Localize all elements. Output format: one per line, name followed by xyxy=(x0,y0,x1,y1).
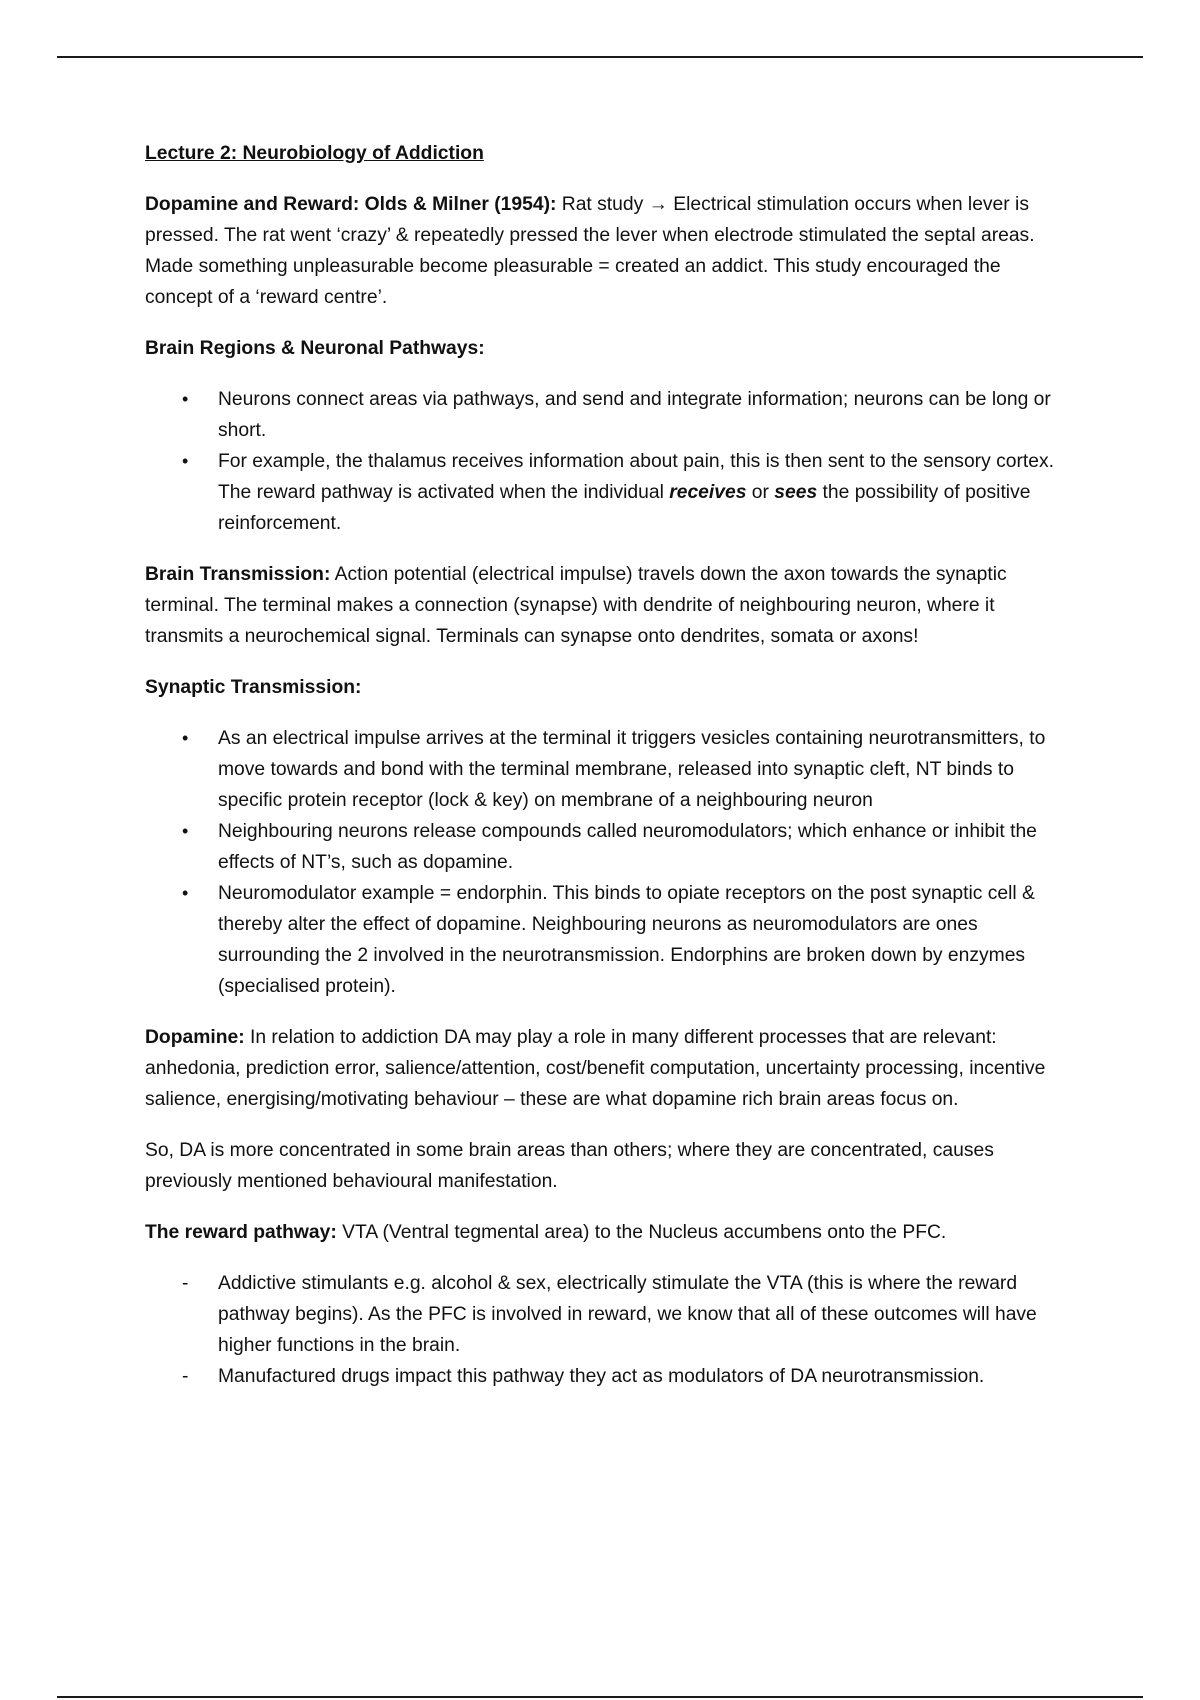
header-rule xyxy=(57,56,1143,58)
bullet-icon: • xyxy=(182,728,189,748)
olds-milner-text: Rat study → Electrical stimulation occurs when lever is pressed. The rat went ‘crazy’ & repeatedly pressed the lever when electrode stimulated the septal areas. Made something unpleasurable become pleasurable = created an addict. This study encouraged the concept of a ‘reward centre’. xyxy=(145,194,1035,308)
bullet-icon: • xyxy=(182,389,189,409)
list-item: • Neuromodulator example = endorphin. This binds to opiate receptors on the post synaptic cell & thereby alter the effect of dopamine. Neighbouring neurons as neuromodulators are ones surrounding the 2 involved in the neurotransmission. Endorphins are broken down by enzymes (specialised protein). xyxy=(145,878,1055,1002)
bullet-icon: • xyxy=(182,451,189,471)
brain-regions-list xyxy=(145,384,1055,539)
brain-regions-heading: Brain Regions & Neuronal Pathways: xyxy=(145,338,485,359)
synaptic-transmission-heading: Synaptic Transmission: xyxy=(145,677,362,698)
list-item: - Manufactured drugs impact this pathway they act as modulators of DA neurotransmission. xyxy=(145,1361,1055,1392)
bullet-icon: • xyxy=(182,883,189,903)
olds-milner-heading: Dopamine and Reward: Olds & Milner (1954): xyxy=(145,194,557,215)
brain-transmission-paragraph: Brain Transmission: Action potential (electrical impulse) travels down the axon towards the synaptic terminal. The terminal makes a connection (synapse) with dendrite of neighbouring neuron, where it transmits a neurochemical signal. Terminals can synapse onto dendrites, somata or axons! xyxy=(145,564,1007,647)
dopamine-paragraph: Dopamine: In relation to addiction DA may play a role in many different processes that are relevant: anhedonia, prediction error, salience/attention, cost/benefit computation, uncertainty processing, incentive salience, energising/motivating behaviour – these are what dopamine rich brain areas focus on. xyxy=(145,1027,1046,1110)
reward-pathway-paragraph: The reward pathway: VTA (Ventral tegmental area) to the Nucleus accumbens onto the PFC. xyxy=(145,1222,947,1243)
brain-transmission-heading: Brain Transmission: xyxy=(145,564,331,585)
emphasis-receives: receives xyxy=(669,482,747,503)
footer-rule xyxy=(57,1696,1143,1698)
document-body xyxy=(145,138,1055,1412)
synaptic-transmission-list xyxy=(145,723,1055,1002)
page-title: Lecture 2: Neurobiology of Addiction xyxy=(145,143,484,164)
list-item: • Neighbouring neurons release compounds called neuromodulators; which enhance or inhibit the effects of NT’s, such as dopamine. xyxy=(145,816,1055,878)
reward-pathway-list xyxy=(145,1268,1055,1392)
list-item: - Addictive stimulants e.g. alcohol & sex, electrically stimulate the VTA (this is where the reward pathway begins). As the PFC is involved in reward, we know that all of these outcomes will have higher functions in the brain. xyxy=(145,1268,1055,1361)
olds-milner-paragraph xyxy=(145,189,1055,313)
dash-icon: - xyxy=(182,1366,189,1387)
reward-pathway-heading: The reward pathway: xyxy=(145,1222,337,1243)
dash-icon: - xyxy=(182,1273,189,1294)
emphasis-sees: sees xyxy=(774,482,818,503)
bullet-icon: • xyxy=(182,821,189,841)
list-item: • As an electrical impulse arrives at the terminal it triggers vesicles containing neurotransmitters, to move towards and bond with the terminal membrane, released into synaptic cleft, NT binds to specific protein receptor (lock & key) on membrane of a neighbouring neuron xyxy=(145,723,1055,816)
list-item: • Neurons connect areas via pathways, and send and integrate information; neurons can be long or short. xyxy=(145,384,1055,446)
list-item: • For example, the thalamus receives information about pain, this is then sent to the sensory cortex. The reward pathway is activated when the individual receives or sees the possibility of positive reinforcement. xyxy=(145,446,1055,539)
so-paragraph: So, DA is more concentrated in some brain areas than others; where they are concentrated, causes previously mentioned behavioural manifestation. xyxy=(145,1140,994,1192)
dopamine-heading: Dopamine: xyxy=(145,1027,245,1048)
